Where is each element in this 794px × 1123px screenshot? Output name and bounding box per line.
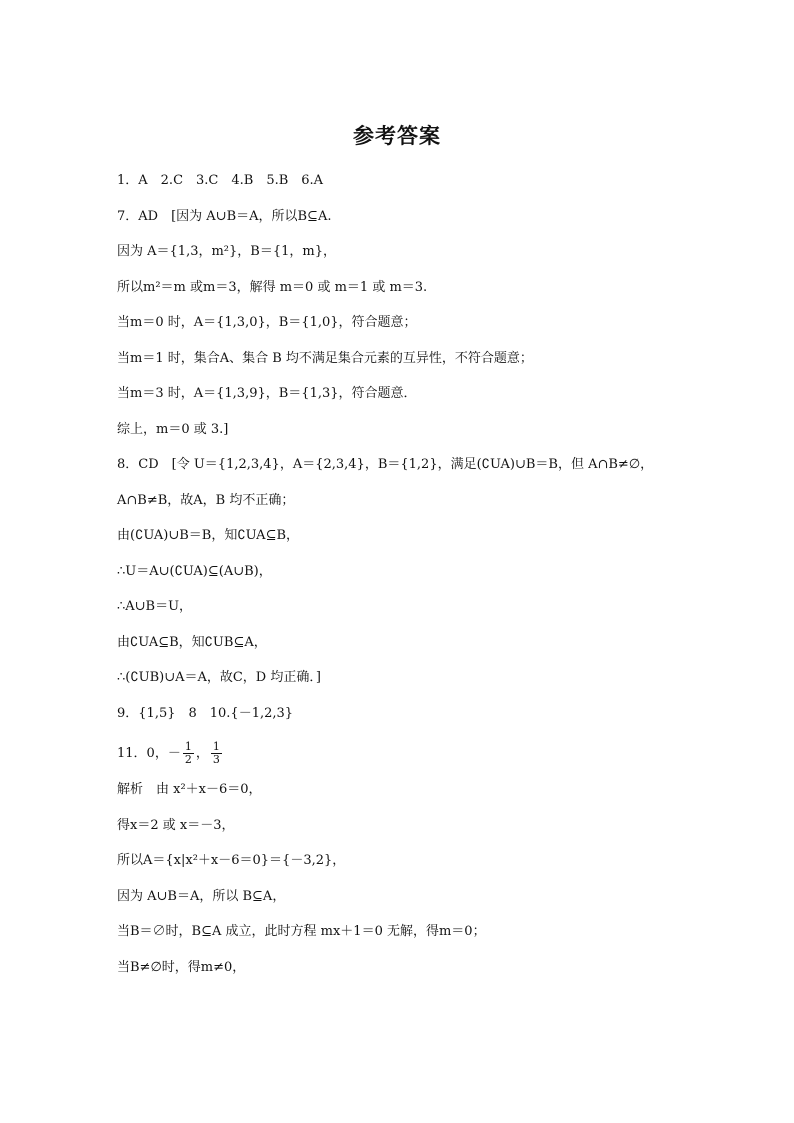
fraction-numerator: 1 (184, 740, 192, 753)
answer-line-8: 8．CD [令 U＝{1,2,3,4}，A＝{2,3,4}，B＝{1,2}，满足(∁UA)∪B＝B，但 A∩B≠∅， (117, 457, 654, 472)
answer-11-analysis-1: 解析 由 x²＋x－6＝0， (117, 782, 262, 797)
answer-11-analysis-3: 所以A＝{x|x²＋x－6＝0}＝{－3,2}， (117, 853, 346, 868)
answer-line-7: 7．AD [因为 A∪B＝A，所以B⊆A. (117, 208, 332, 224)
fraction-one-third (211, 741, 222, 766)
answer-line-9-10: 9．{1,5} 8 10.{－1,2,3} (117, 705, 294, 721)
answer-line-7-step-1: 因为 A＝{1,3，m²}，B＝{1，m}， (117, 244, 336, 259)
answer-line-8-step-5: 由∁UA⊆B，知∁UB⊆A， (117, 634, 267, 650)
fraction-one-half (183, 741, 194, 766)
answer-11-analysis-2: 得x＝2 或 x＝－3， (117, 817, 235, 833)
fraction-denominator: 2 (184, 753, 192, 766)
answer-11-separator: ， (195, 746, 209, 761)
fraction-denominator: 3 (212, 753, 220, 766)
answer-line-8-step-1: A∩B≠B，故A，B 均不正确； (117, 492, 295, 508)
answer-line-7-conclusion: 综上，m＝0 或 3.] (117, 421, 229, 437)
page-title: 参考答案 (353, 124, 441, 148)
answer-line-7-step-5: 当m＝3 时，A＝{1,3,9}，B＝{1,3}，符合题意． (117, 386, 417, 401)
answer-line-8-step-4: ∴A∪B＝U， (117, 599, 193, 614)
answer-line-8-step-3: ∴U＝A∪(∁UA)⊆(A∪B)， (117, 563, 272, 579)
answer-line-7-step-3: 当m＝0 时，A＝{1,3,0}，B＝{1,0}，符合题意； (117, 315, 417, 330)
answer-line-1: 1．A 2.C 3.C 4.B 5.B 6.A (117, 173, 324, 188)
answer-line-7-step-2: 所以m²＝m 或m＝3，解得 m＝0 或 m＝1 或 m＝3. (117, 279, 428, 295)
answer-line-11 (117, 738, 697, 770)
answer-11-analysis-6: 当B≠∅时，得m≠0， (117, 959, 246, 975)
answer-content (117, 170, 697, 992)
answer-line-7-step-4: 当m＝1 时，集合A、集合 B 均不满足集合元素的互异性，不符合题意； (117, 350, 533, 366)
answer-11-analysis-5: 当B＝∅时，B⊆A 成立，此时方程 mx＋1＝0 无解，得m＝0； (117, 924, 486, 939)
answer-11-analysis-4: 因为 A∪B＝A，所以 B⊆A， (117, 888, 286, 904)
answer-line-8-step-2: 由(∁UA)∪B＝B，知∁UA⊆B， (117, 528, 300, 543)
fraction-numerator: 1 (212, 740, 220, 753)
answer-line-8-conclusion: ∴(∁UB)∪A＝A，故C，D 均正确．] (117, 670, 321, 685)
answer-11-prefix: 11．0，－ (117, 746, 181, 761)
